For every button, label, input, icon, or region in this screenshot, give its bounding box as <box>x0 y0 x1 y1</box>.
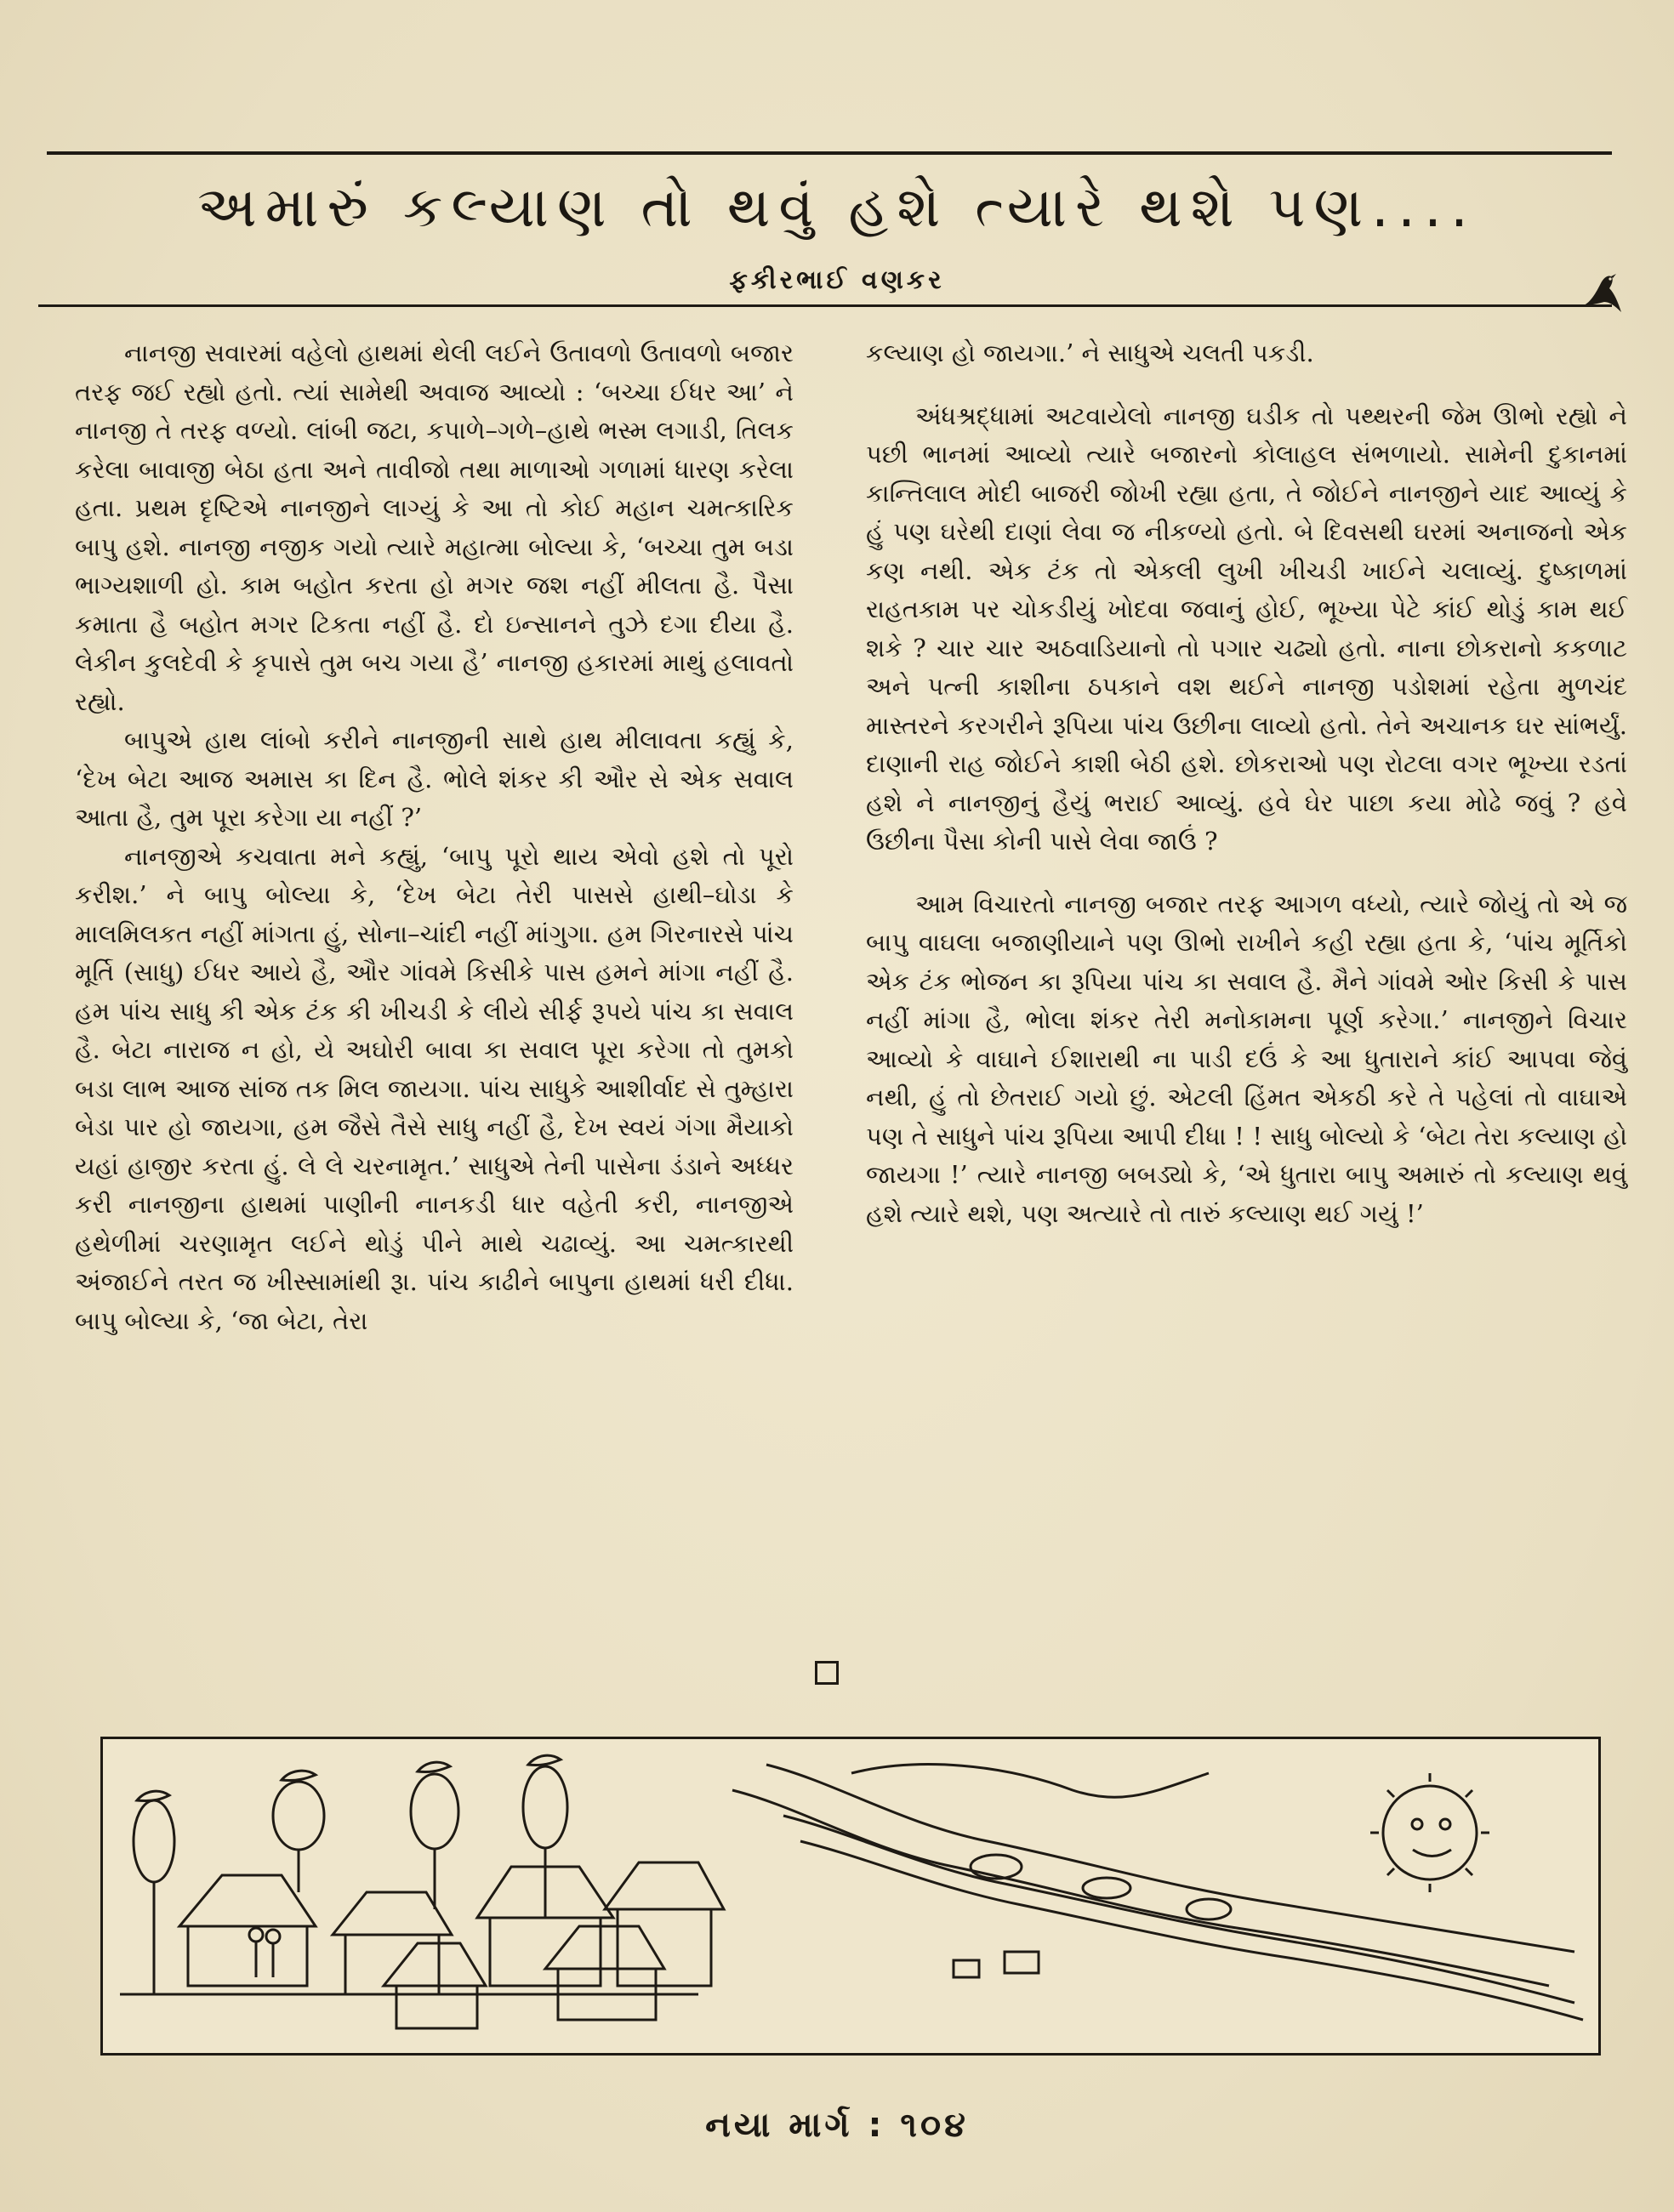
bird-ornament-icon <box>1575 268 1626 319</box>
paragraph: આમ વિચારતો નાનજી બજાર તરફ આગળ વધ્યો, ત્યારે જોયું તો એ જ બાપુ વાઘલા બજાણીયાને પણ ઊભો રાખીને કહી રહ્યા હતા કે, ‘પાંચ મૂર્તિકો એક ટંક ભોજન કા રૂપિયા પાંચ કા સવાલ હૈ. મૈને ગાંવમે ઓર કિસી કે પાસ નહીં માંગા હૈ, ભોલા શંકર તેરી મનોકામના પૂર્ણ કરેગા.’ નાનજીને વિચાર આવ્યો કે વાઘાને ઈશારાથી ના પાડી દઉં કે આ ધુતારાને કાંઈ આપવા જેવું નથી, હું તો છેતરાઈ ગયો છું. એટલી હિંમત એકઠી કરે તે પહેલાં તો વાઘાએ પણ તે સાધુને પાંચ રૂપિયા આપી દીધા ! ! સાધુ બોલ્યો કે ‘બેટા તેરા કલ્યાણ હો જાયગા !’ ત્યારે નાનજી બબડ્યો કે, ‘એ ધુતારા બાપુ અમારું તો કલ્યાણ થવું હશે ત્યારે થશે, પણ અત્યારે તો તારું કલ્યાણ થઈ ગયું !’ <box>866 889 1627 1228</box>
village-scene-icon <box>103 1739 1598 2053</box>
left-column <box>75 334 794 1340</box>
paragraph: અંધશ્રદ્ધામાં અટવાયેલો નાનજી ઘડીક તો પથ્થરની જેમ ઊભો રહ્યો ને પછી ભાનમાં આવ્યો ત્યારે બજારનો કોલાહલ સંભળાયો. સામેની દુકાનમાં કાન્તિલાલ મોદી બાજરી જોખી રહ્યા હતા, તે જોઈને નાનજીને યાદ આવ્યું કે હું પણ ઘરેથી દાણાં લેવા જ નીકળ્યો હતો. બે દિવસથી ઘરમાં અનાજનો એક કણ નથી. એક ટંક તો એકલી લુખી ખીચડી ખાઈને ચલાવ્યું. દુષ્કાળમાં રાહતકામ પર ચોકડીયું ખોદવા જવાનું હોઈ, ભૂખ્યા પેટે કાંઈ થોડું કામ થઈ શકે ? ચાર ચાર અઠવાડિયાનો તો પગાર ચઢ્યો હતો. નાના છોકરાનો કકળાટ અને પત્ની કાશીના ઠપકાને વશ થઈને નાનજી પડોશમાં રહેતા મુળચંદ માસ્તરને કરગરીને રૂપિયા પાંચ ઉછીના લાવ્યો હતો. તેને અચાનક ઘર સાંભર્યું. દાણાની રાહ જોઈને કાશી બેઠી હશે. છોકરાઓ પણ રોટલા વગર ભૂખ્યા રડતાં હશે ને નાનજીનું હૈયું ભરાઈ આવ્યું. હવે ઘેર પાછા કયા મોઢે જવું ? હવે ઉછીના પૈસા કોની પાસે લેવા જાઉં ? <box>866 401 1627 856</box>
paragraph: નાનજીએ કચવાતા મને કહ્યું, ‘બાપુ પૂરો થાય એવો હશે તો પૂરો કરીશ.’ ને બાપુ બોલ્યા કે, ‘દેખ બેટા તેરી પાસસે હાથી–ઘોડા કે માલમિલકત નહીં માંગતા હું, સોના–ચાંદી નહીં માંગુગા. હમ ગિરનારસે પાંચ મૂર્તિ (સાધુ) ઈધર આયે હૈ, ઔર ગાંવમે કિસીકે પાસ હમને માંગા નહીં હૈ. હમ પાંચ સાધુ કી એક ટંક કી ખીચડી કે લીયે સીર્ફ રૂપયે પાંચ કા સવાલ હૈ. બેટા નારાજ ન હો, યે અઘોરી બાવા કા સવાલ પૂરા કરેગા તો તુમકો બડા લાભ આજ સાંજ તક મિલ જાયગા. પાંચ સાધુકે આશીર્વાદ સે તુમ્હારા બેડા પાર હો જાયગા, હમ જૈસે તૈસે સાધુ નહીં હૈ, દેખ સ્વયં ગંગા મૈયાકો યહાં હાજીર કરતા હું. લે લે ચરનામૃત.’ સાધુએ તેની પાસેના ડંડાને અધ્ધર કરી નાનજીના હાથમાં પાણીની નાનકડી ધાર વહેતી કરી, નાનજીએ હથેળીમાં ચરણામૃત લઈને થોડું પીને માથે ચઢાવ્યું. આ ચમત્કારથી અંજાઈને તરત જ ખીસ્સામાંથી રૂા. પાંચ કાઢીને બાપુના હાથમાં ધરી દીધા. બાપુ બોલ્યા કે, ‘જા બેટા, તેરા <box>75 841 794 1335</box>
byline-rule <box>38 304 1612 307</box>
article-title: અમારું કલ્યાણ તો થવું હશે ત્યારે થશે પણ.... <box>197 174 1477 240</box>
article-author: ફકીરભાઈ વણકર <box>729 265 945 295</box>
right-column <box>866 334 1627 1233</box>
village-scene-illustration <box>100 1737 1601 2056</box>
top-rule <box>47 151 1612 155</box>
paragraph: બાપુએ હાથ લાંબો કરીને નાનજીની સાથે હાથ મીલાવતા કહ્યું કે, ‘દેખ બેટા આજ અમાસ કા દિન હૈ. ભોલે શંકર કી ઔર સે એક સવાલ આતા હૈ, તુમ પૂરા કરેગા યા નહીં ?’ <box>75 725 794 832</box>
paragraph: નાનજી સવારમાં વહેલો હાથમાં થેલી લઈને ઉતાવળો ઉતાવળો બજાર તરફ જઈ રહ્યો હતો. ત્યાં સામેથી અવાજ આવ્યો : ‘બચ્ચા ઈધર આ’ ને નાનજી તે તરફ વળ્યો. લાંબી જટા, કપાળે–ગળે–હાથે ભસ્મ લગાડી, તિલક કરેલા બાવાજી બેઠા હતા અને તાવીજો તથા માળાઓ ગળામાં ધારણ કરેલા હતા. પ્રથમ દૃષ્ટિએ નાનજીને લાગ્યું કે આ તો કોઈ મહાન ચમત્કારિક બાપુ હશે. નાનજી નજીક ગયો ત્યારે મહાત્મા બોલ્યા કે, ‘બચ્ચા તુમ બડા ભાગ્યશાળી હો. કામ બહોત કરતા હો મગર જશ નહીં મીલતા હૈ. પૈસા કમાતા હૈ બહોત મગર ટિકતા નહીં હૈ. દો ઇન્સાનને તુઝે દગા દીયા હૈ. લેકીન કુલદેવી કે કૃપાસે તુમ બચ ગયા હૈ’ નાનજી હકારમાં માથું હલાવતો રહ્યો. <box>75 338 794 716</box>
paragraph: કલ્યાણ હો જાયગા.’ ને સાધુએ ચલતી પકડી. <box>866 338 1314 367</box>
article-end-mark <box>815 1661 839 1685</box>
page-footer: નયા માર્ગ : ૧૦૪ <box>705 2106 969 2145</box>
